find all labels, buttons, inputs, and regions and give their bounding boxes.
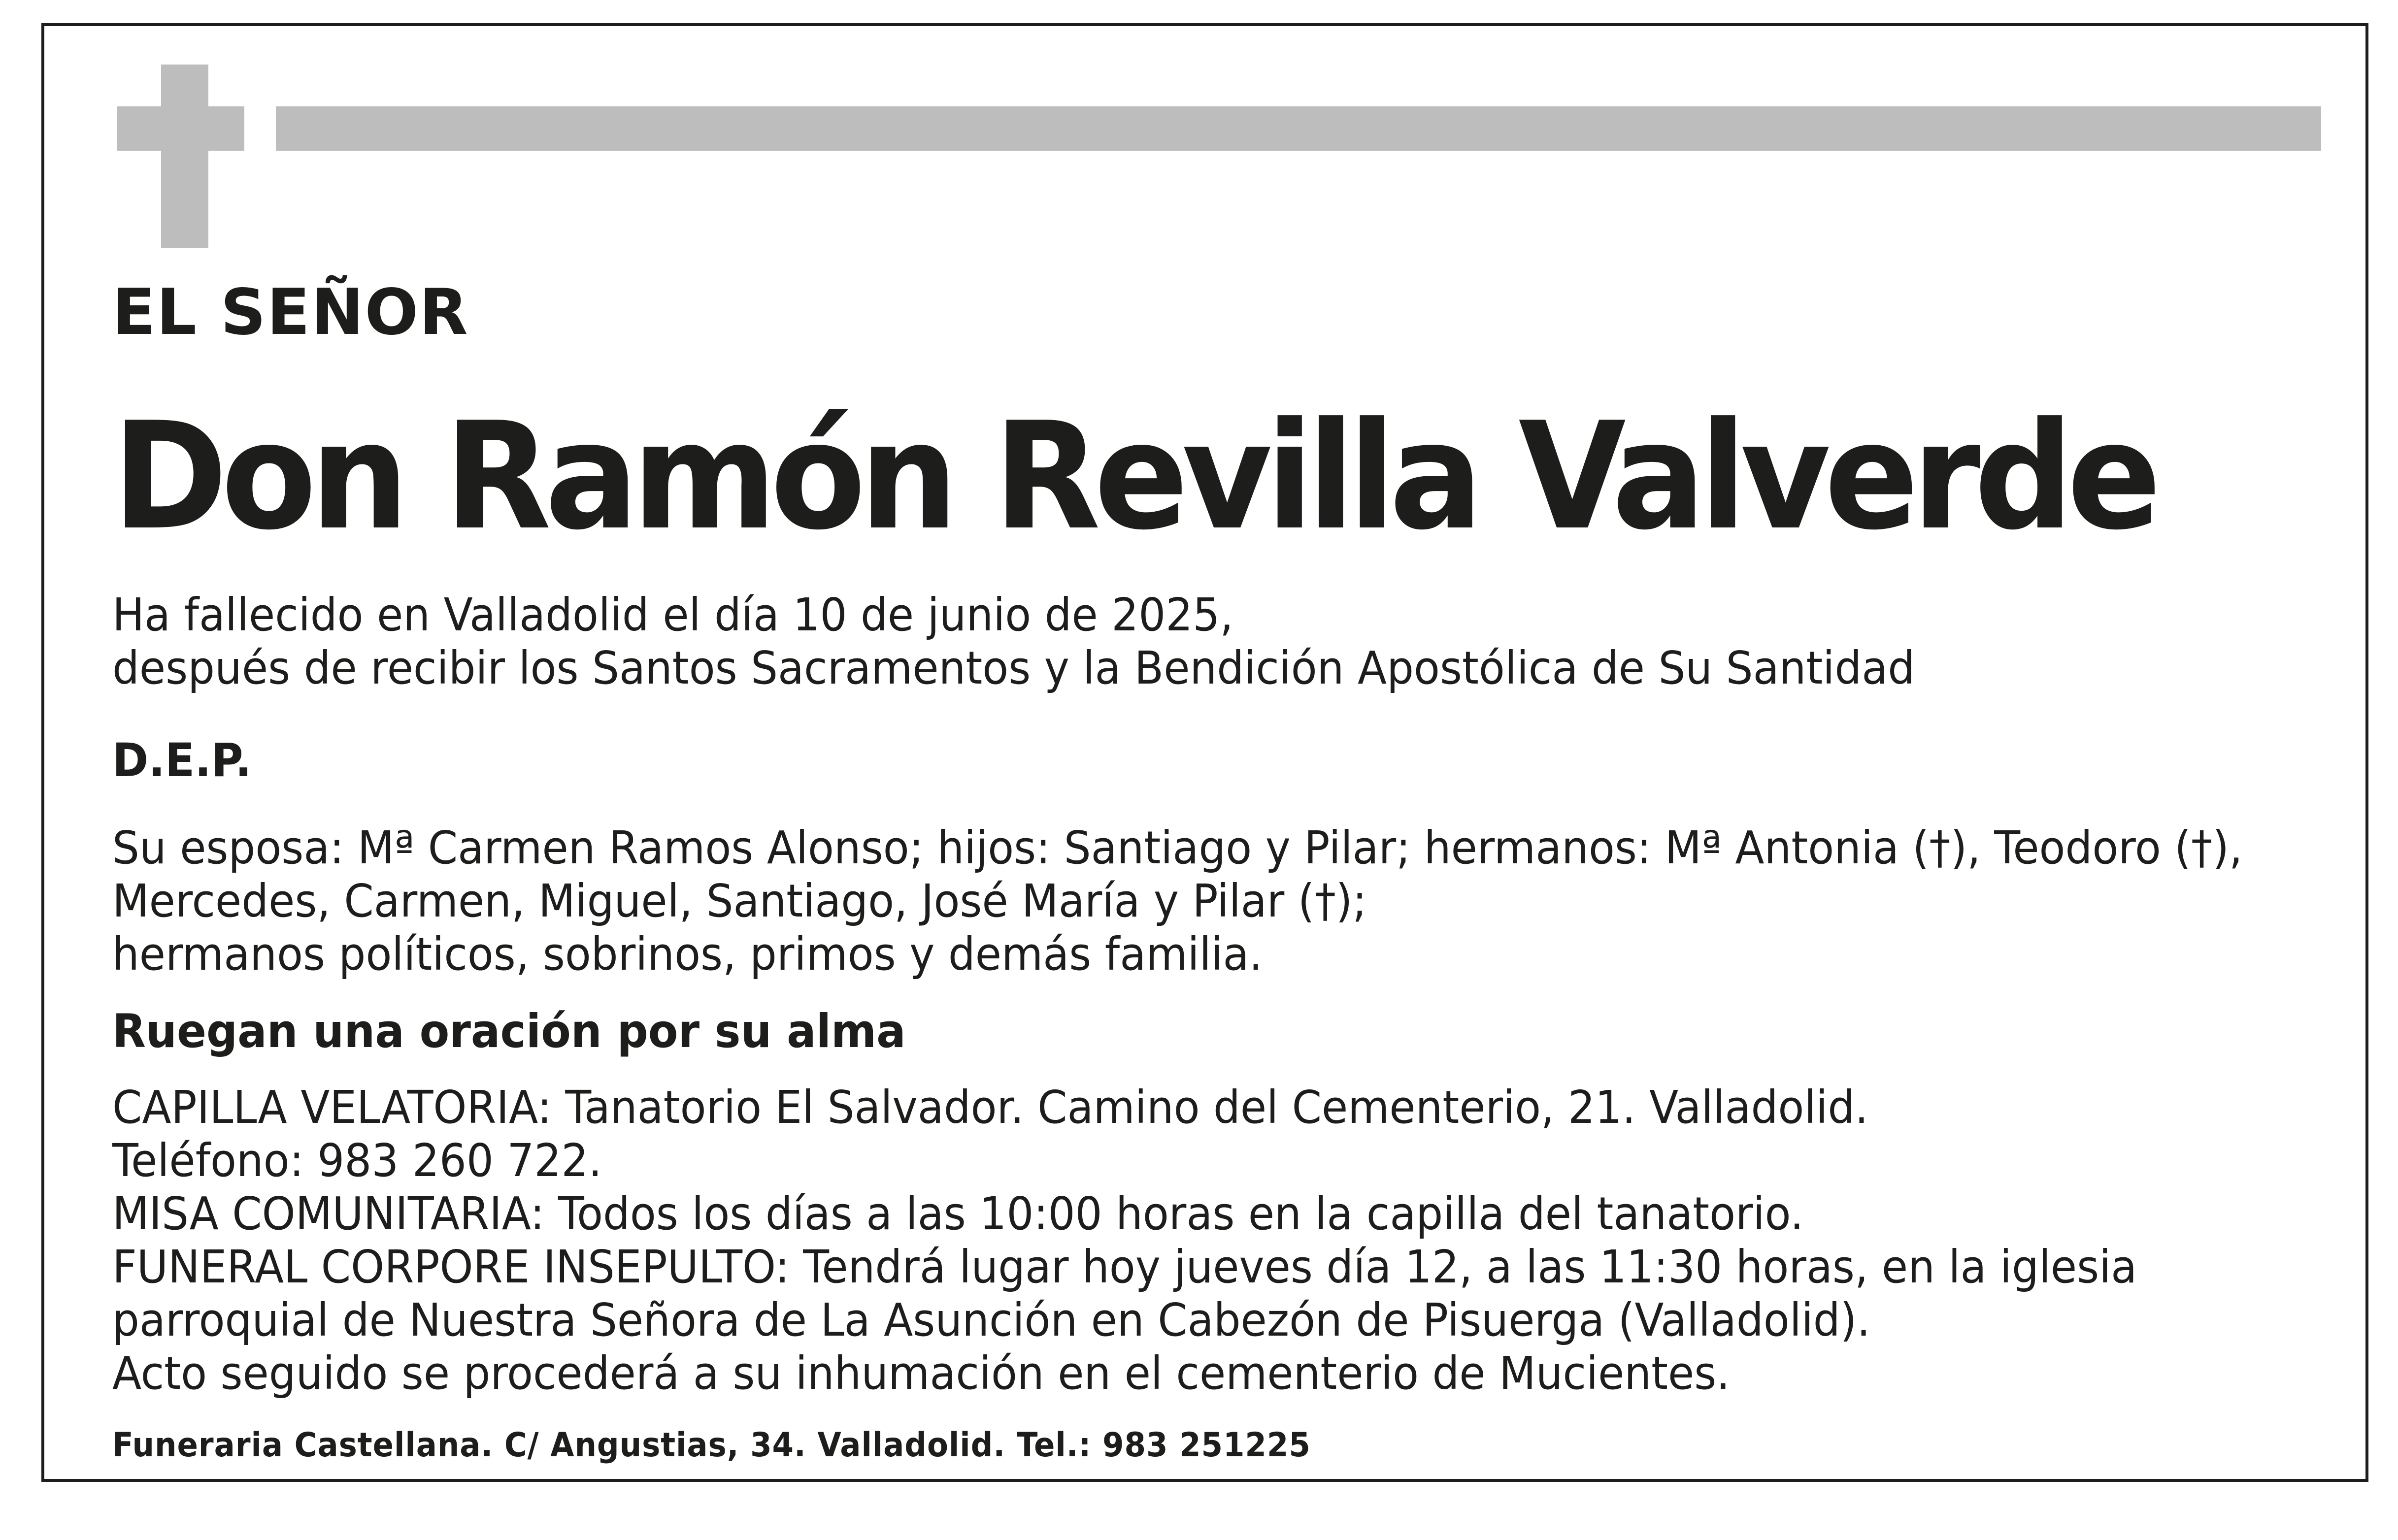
family-line-3: hermanos políticos, sobrinos, primos y demás familia. (112, 928, 1263, 981)
ceremony-line-6: Acto seguido se procederá a su inhumación en el cementerio de Mucientes. (112, 1347, 1730, 1400)
family-line-2: Mercedes, Carmen, Miguel, Santiago, José María y Pilar (†); (112, 875, 1367, 927)
deceased-name: Don Ramón Revilla Valverde (112, 391, 2155, 562)
cross-icon-vertical (161, 65, 208, 248)
prayer-request: Ruegan una oración por su alma (112, 1005, 906, 1058)
ceremony-line-1: CAPILLA VELATORIA: Tanatorio El Salvador. Camino del Cementerio, 21. Valladolid. (112, 1081, 1868, 1134)
dep-label: D.E.P. (112, 734, 252, 787)
family-line-1: Su esposa: Mª Carmen Ramos Alonso; hijos: Santiago y Pilar; hermanos: Mª Antonia (†), Teodoro (†), (112, 821, 2243, 874)
cross-icon-horizontal (117, 106, 244, 151)
ceremony-line-2: Teléfono: 983 260 722. (112, 1134, 602, 1187)
death-notice-line-1: Ha fallecido en Valladolid el día 10 de junio de 2025, (112, 589, 1233, 641)
header-rule (276, 106, 2321, 151)
title-label: EL SEÑOR (112, 276, 469, 349)
funeral-home-footer: Funeraria Castellana. C/ Angustias, 34. Valladolid. Tel.: 983 251225 (112, 1426, 1311, 1465)
ceremony-line-4: FUNERAL CORPORE INSEPULTO: Tendrá lugar hoy jueves día 12, a las 11:30 horas, en la iglesia (112, 1241, 2137, 1293)
death-notice-line-2: después de recibir los Santos Sacramentos y la Bendición Apostólica de Su Santidad (112, 642, 1915, 694)
ceremony-line-3: MISA COMUNITARIA: Todos los días a las 10:00 horas en la capilla del tanatorio. (112, 1187, 1804, 1240)
ceremony-line-5: parroquial de Nuestra Señora de La Asunción en Cabezón de Pisuerga (Valladolid). (112, 1294, 1870, 1346)
